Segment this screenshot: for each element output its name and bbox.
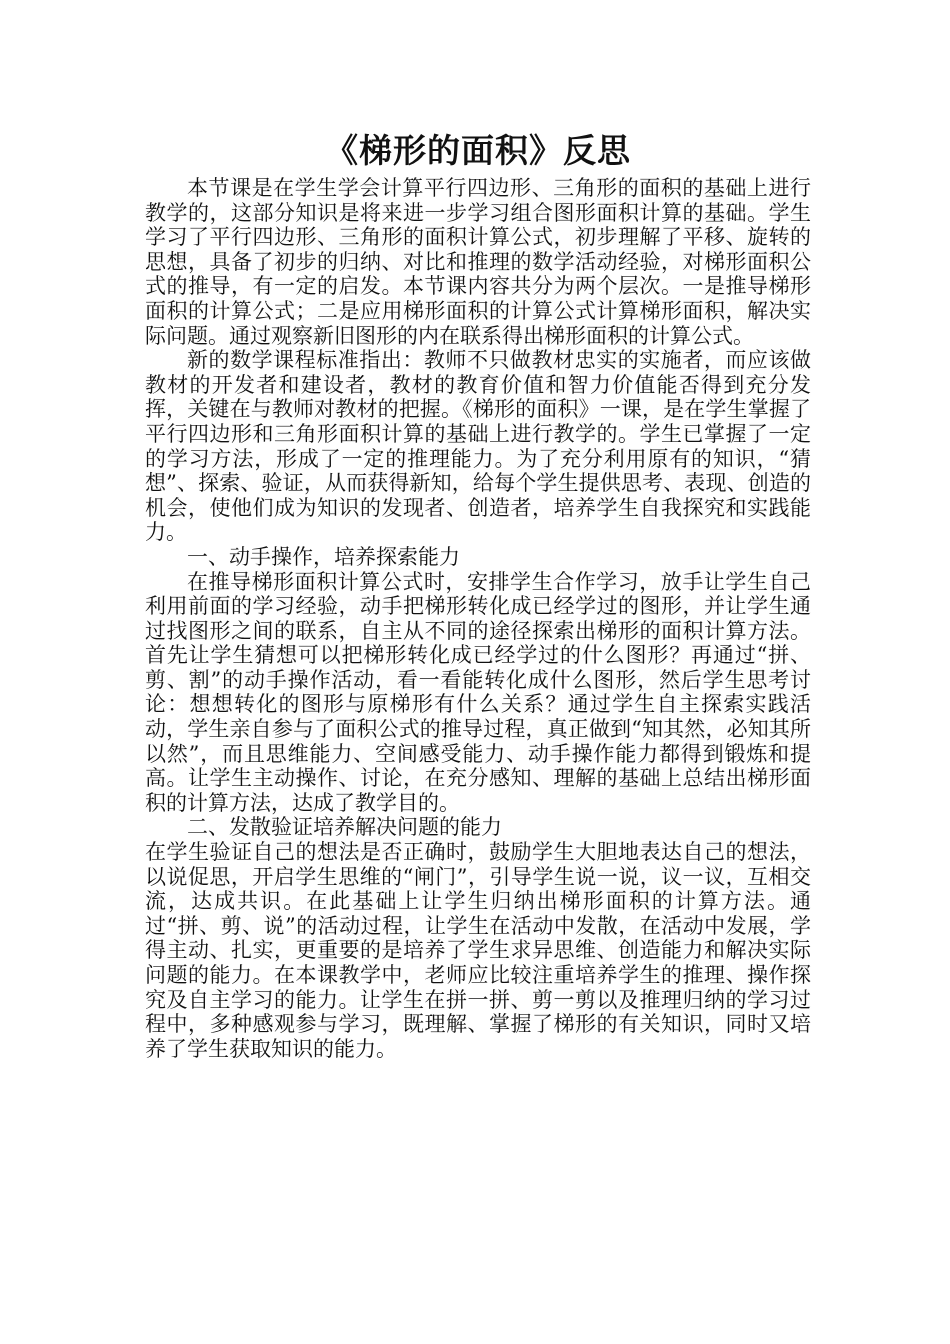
section-heading-1: 一、动手操作，培养探索能力 bbox=[187, 544, 460, 569]
paragraph-hands-on: 在推导梯形面积计算公式时，安排学生合作学习，放手让学生自己利用前面的学习经验，动手把梯形转化成已经学过的图形，并让学生通过找图形之间的联系，自主从不同的途径探索出梯形的面积计算方法。首先让学生猜想可以把梯形转化成已经学过的什么图形？再通过“拼、剪、割”的动手操作活动，看一看能转化成什么图形，然后学生思考讨论：想想转化的图形与原梯形有什么关系？通过学生自主探索实践活动，学生亲自参与了面积公式的推导过程，真正做到“知其然，必知其所以然”，而且思维能力、空间感受能力、动手操作能力都得到锻炼和提高。让学生主动操作、讨论，在充分感知、理解的基础上总结出梯形面积的计算方法，达成了教学目的。 bbox=[145, 569, 811, 815]
document-title: 《梯形的面积》反思 bbox=[325, 131, 631, 170]
document-page bbox=[145, 128, 811, 1061]
section-heading-2: 二、发散验证培养解决问题的能力 bbox=[187, 815, 502, 840]
paragraph-verification: 在学生验证自己的想法是否正确时，鼓励学生大胆地表达自己的想法，以说促思，开启学生思维的“闸门”，引导学生说一说，议一议，互相交流，达成共识。在此基础上让学生归纳出梯形面积的计算方法。通过“拼、剪、说”的活动过程，让学生在活动中发散，在活动中发展，学得主动、扎实，更重要的是培养了学生求异思维、创造能力和解决实际问题的能力。在本课教学中，老师应比较注重培养学生的推理、操作探究及自主学习的能力。让学生在拼一拼、剪一剪以及推理归纳的学习过程中，多种感观参与学习，既理解、掌握了梯形的有关知识，同时又培养了学生获取知识的能力。 bbox=[145, 840, 811, 1061]
paragraph-intro: 本节课是在学生学会计算平行四边形、三角形的面积的基础上进行教学的，这部分知识是将来进一步学习组合图形面积计算的基础。学生学习了平行四边形、三角形的面积计算公式，初步理解了平移、旋转的思想，具备了初步的归纳、对比和推理的数学活动经验，对梯形面积公式的推导，有一定的启发。本节课内容共分为两个层次。一是推导梯形面积的计算公式；二是应用梯形面积的计算公式计算梯形面积，解决实际问题。通过观察新旧图形的内在联系得出梯形面积的计算公式。 bbox=[145, 176, 811, 348]
paragraph-curriculum: 新的数学课程标准指出：教师不只做教材忠实的实施者，而应该做教材的开发者和建设者，教材的教育价值和智力价值能否得到充分发挥，关键在与教师对教材的把握。《梯形的面积》一课，是在学生掌握了平行四边形和三角形面积计算的基础上进行教学的。学生已掌握了一定的学习方法，形成了一定的推理能力。为了充分利用原有的知识，“猜想”、探索、验证，从而获得新知，给每个学生提供思考、表现、创造的机会，使他们成为知识的发现者、创造者，培养学生自我探究和实践能力。 bbox=[145, 348, 811, 545]
